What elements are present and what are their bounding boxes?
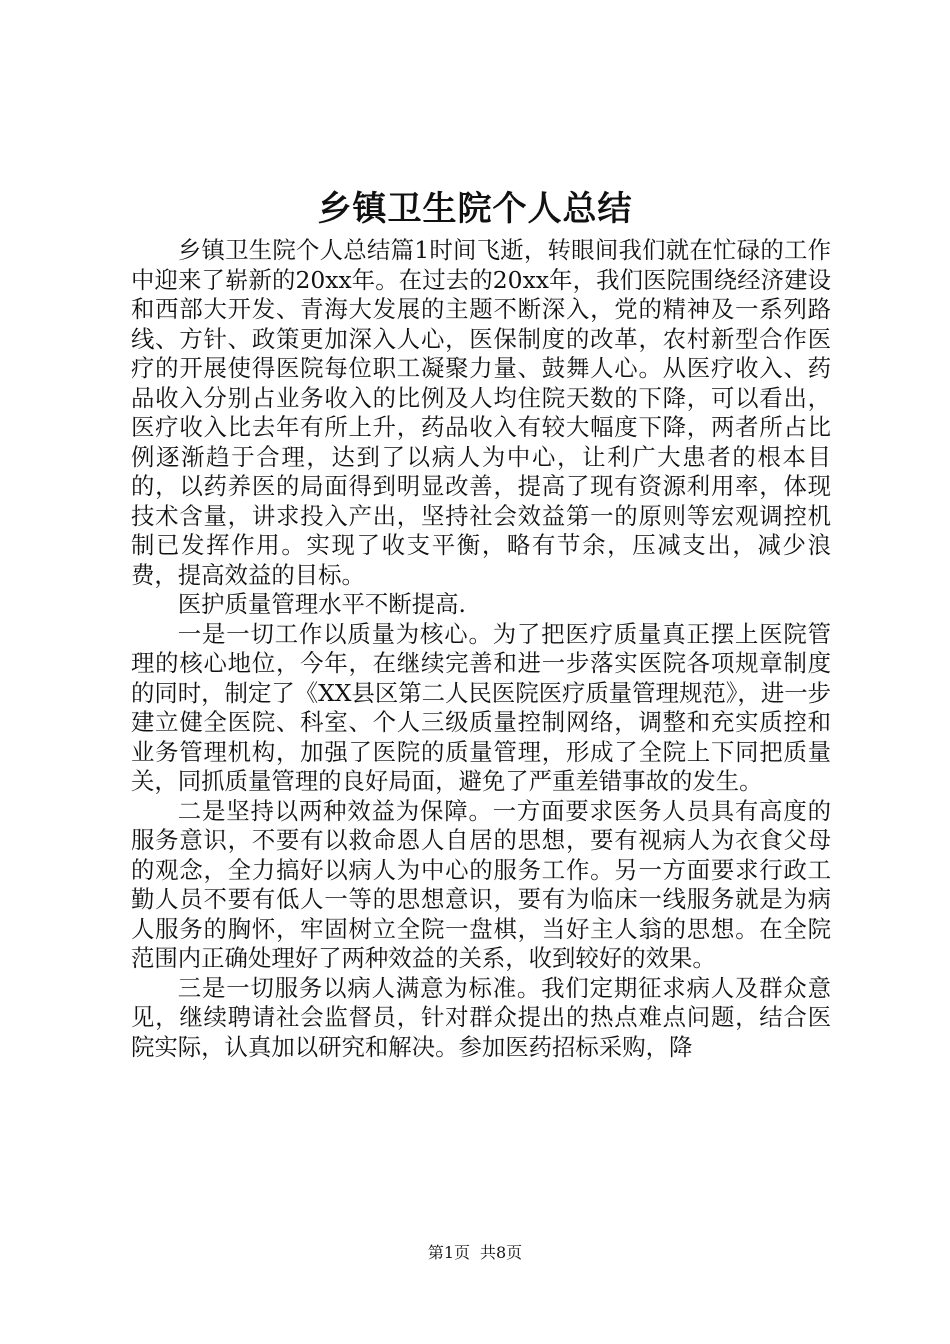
paragraph-intro: 乡镇卫生院个人总结篇1时间飞逝，转眼间我们就在忙碌的工作中迎来了崭新的20xx年。在过去的20xx年，我们医院围绕经济建设和西部大开发、青海大发展的主题不断深入，党的精神及一系列路线、方针、政策更加深入人心，医保制度的改革，农村新型合作医疗的开展使得医院每位职工凝聚力量、鼓舞人心。从医疗收入、药品收入分别占业务收入的比例及人均住院天数的下降，可以看出，医疗收入比去年有所上升，药品收入有较大幅度下降，两者所占比例逐渐趋于合理，达到了以病人为中心，让利广大患者的根本目的，以药养医的局面得到明显改善，提高了现有资源利用率，体现技术含量，讲求投入产出，坚持社会效益第一的原则等宏观调控机制已发挥作用。实现了收支平衡，略有节余，压减支出，减少浪费，提高效益的目标。 — [131, 236, 831, 589]
paragraph-section-heading: 医护质量管理水平不断提高. — [177, 590, 466, 618]
page-total: 共8页 — [480, 1243, 523, 1262]
page-footer — [0, 1242, 950, 1264]
page-number: 第1页 — [427, 1243, 470, 1262]
paragraph-point-three: 三是一切服务以病人满意为标准。我们定期征求病人及群众意见，继续聘请社会监督员，针对群众提出的热点难点问题，结合医院实际，认真加以研究和解决。参加医药招标采购，降 — [131, 973, 831, 1061]
paragraph-point-two: 二是坚持以两种效益为保障。一方面要求医务人员具有高度的服务意识，不要有以救命恩人自居的思想，要有视病人为衣食父母的观念，全力搞好以病人为中心的服务工作。另一方面要求行政工勤人员不要有低人一等的思想意识，要有为临床一线服务就是为病人服务的胸怀，牢固树立全院一盘棋，当好主人翁的思想。在全院范围内正确处理好了两种效益的关系，收到较好的效果。 — [131, 796, 831, 972]
paragraph-point-one: 一是一切工作以质量为核心。为了把医疗质量真正摆上医院管理的核心地位，今年，在继续完善和进一步落实医院各项规章制度的同时，制定了《XX县区第二人民医院医疗质量管理规范》，进一步建立健全医院、科室、个人三级质量控制网络，调整和充实质控和业务管理机构，加强了医院的质量管理，形成了全院上下同把质量关，同抓质量管理的良好局面，避免了严重差错事故的发生。 — [131, 619, 831, 795]
document-body — [131, 236, 831, 1062]
document-title: 乡镇卫生院个人总结 — [317, 189, 633, 229]
